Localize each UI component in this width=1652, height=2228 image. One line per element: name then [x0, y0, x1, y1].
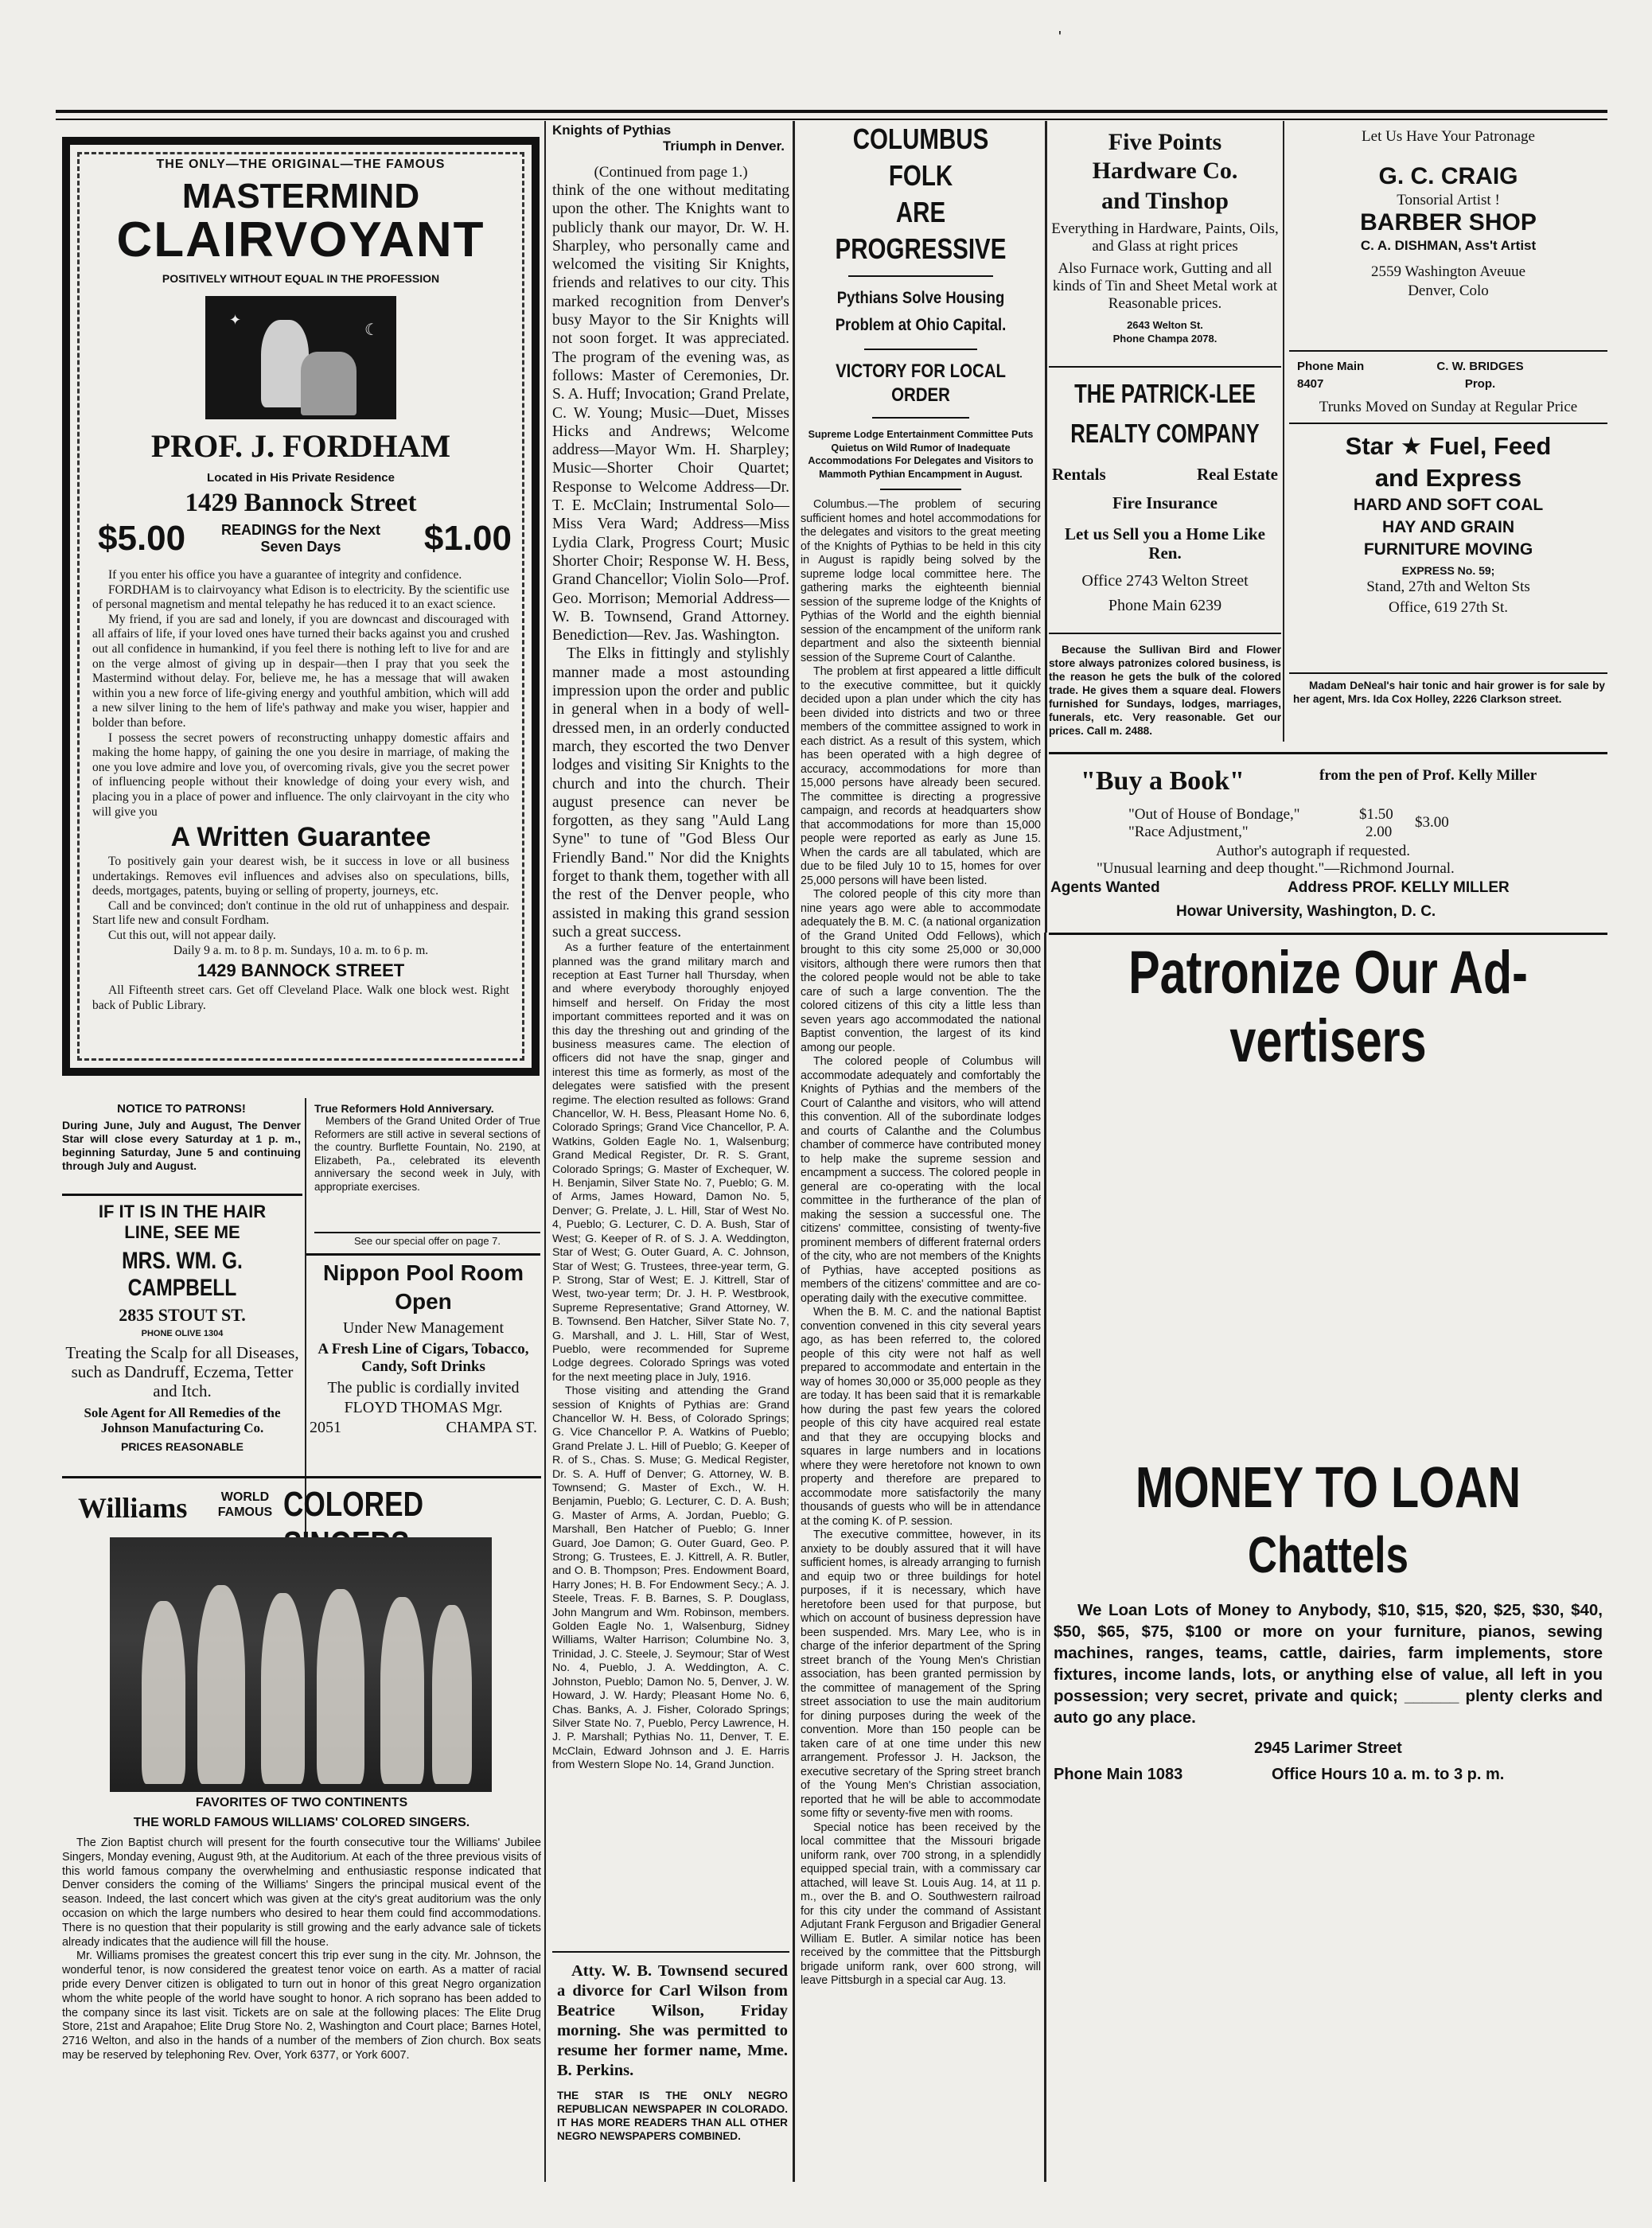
star-office: Office, 619 27th St.: [1388, 599, 1509, 616]
rule-deck-4: [880, 489, 961, 490]
clairvoyant-tagline: POSITIVELY WITHOUT EQUAL IN THE PROFESSION: [162, 272, 440, 285]
columbus-p5: When the B. M. C. and the national Baptist convention convened in this city several years ago, as has been referred to, the colored people of this city were not half as well prepared to accommodate and entertain in the way of homes 30,000 or 35,000 people as they are today. It has been said that it is remarkable how during the past few years the colored people of this city have acquired real estate and that they are occupying blocks and squares in large numbers and in locations where they were heretofore not known to own property and therefore are prepared to accommodate more satisfactorily the many thousands of guests who will be in attendance at the coming K. of P. session.: [801, 1306, 1041, 1528]
book-b1: "Out of House of Bondage,": [1128, 806, 1300, 823]
rule-star: [1289, 423, 1607, 424]
patrick-insurance: Fire Insurance: [1112, 493, 1218, 512]
hardware-title2: Hardware Co.: [1092, 158, 1238, 184]
pythias-p3: As a further feature of the entertainment planned was the grand military march and reception at East Turner hall Thursday, when and where everybody thoroughly enjoyed himself and herself. On Friday the most important committees reported and it was on this day the threshing out and grinding of the business measures came. The election of officers did not have the snap, ginger and interest this time as formerly, as most of the delegates were satisfied with the present regime. The election resulted as follows: Grand Chancellor, W. H. Bess, Pleasant Home No. 6, Colorado Springs; Grand Vice Chancellor, P. A. Watkins, Golden Eagle No. 1, Walsenburg; Grand Medical Register, Dr. R. S. Grant, Colorado Springs; G. Master of Exchequer, W. H. Benjamin, Silver State No. 7, Pueblo; G. M. of Arms, James Howard, Damon No. 5, Denver; G. Prelate, J. L. Hill, Star of West No. 4, Pueblo; G. Lecturer, C. D. A. Bush, Star of West; G. Keeper of R. of S. J. A. Weddington, Star of West; G. Outer Guard, A. C. Johnson, Star of West; G. Trustees, three-year term, G. P. Strong, Star of West; E. J. Kittrell, Star of West, two-year term; Dr. J. H. P. Westbrook, Supreme Representative; Grand Attorney, W. B. Townsend. Ben Hatcher, Silver State No. 7, G. Marshall, and J. L. Hill, Star of West, Pueblo, were recommended for Supreme Lodge degrees. Colorado Springs was voted for the next meeting place in July, 1916.: [552, 941, 789, 1384]
campbell-prices: PRICES REASONABLE: [120, 1440, 244, 1453]
craig-shop: BARBER SHOP: [1360, 209, 1537, 236]
clairvoyant-p6: Call and be convinced; don't continue in the old rut of unhappiness and despair. Start life new and consult Fordham.: [92, 898, 509, 928]
clairvoyant-p4: I possess the secret powers of reconstructing unhappy domestic affairs and making the home happy, of gaining the one you desire in marriage, of making the one you love admire and love you, of overcoming rivals, give you the secret power of influencing people without their knowledge of doing your every wish, and placing you in a place of power and influence. The only clairvoyant in the city who will give you: [92, 730, 509, 819]
hardware-title1: Five Points: [1108, 129, 1222, 155]
rule-deneal: [1289, 672, 1607, 674]
loan-hours: Office Hours 10 a. m. to 3 p. m.: [1272, 1766, 1505, 1783]
columbus-article: [801, 121, 1041, 2182]
star-l1: HARD AND SOFT COAL: [1353, 496, 1544, 514]
rule-deck: [848, 275, 993, 277]
star-trunks: Trunks Moved on Sunday at Regular Price: [1319, 399, 1578, 415]
book-address: Address PROF. KELLY MILLER: [1288, 879, 1510, 896]
campbell-address: 2835 STOUT ST.: [119, 1305, 246, 1325]
true-reformers: [314, 1102, 540, 1237]
star-title2: Fuel, Feed: [1429, 432, 1552, 460]
clairvoyant-name: PROF. J. FORDHAM: [150, 428, 451, 464]
loan-footer: [1049, 1766, 1607, 1790]
rule-nippon-top: [306, 1253, 540, 1256]
singer-figure: [317, 1589, 364, 1784]
columbus-body: [801, 498, 1041, 1988]
singer-figure: [432, 1605, 472, 1784]
star-icon: ★: [1400, 432, 1423, 460]
williams-title-a: Williams: [78, 1492, 188, 1524]
price-new: $1.00: [423, 519, 512, 558]
rule-deck-2: [864, 349, 977, 350]
craig-asst: C. A. DISHMAN, Ass't Artist: [1360, 238, 1537, 253]
hardware-phone: Phone Champa 2078.: [1112, 333, 1218, 345]
columbus-head2: ARE PROGRESSIVE: [835, 196, 1007, 265]
craig-top: Let Us Have Your Patronage: [1362, 128, 1535, 145]
rule-deck-3: [872, 417, 969, 419]
seated-figure-icon: [301, 352, 357, 415]
column-rule-3: [1045, 121, 1047, 933]
nippon-address-row: [306, 1419, 540, 1439]
singer-figure: [142, 1601, 185, 1784]
sullivan-text: Because the Sullivan Bird and Flower store always patronizes colored business, is the reason he gets the bulk of the colored trade. He gives them a square deal. Flowers furnished for Sundays, lodges, marriages, funerals, etc. Very reasonable. Get our prices. Call m. 2488.: [1049, 644, 1281, 737]
notice-title: NOTICE TO PATRONS!: [117, 1102, 246, 1116]
columbus-p7: Special notice has been received by the local committee that the Missouri brigade uniform rank, over 700 strong, in a splendidly equipped special train, with a commissary car attached, will leave St. Louis Aug. 14, at 11 p. m., over the B. and O. Southwestern railroad for this city under the command of Assistant Adjutant Frank Ferguson and Brigadier General William E. Butler. A similar notice has been received by the committee that the Pittsburgh brigade uniform rank, over 600 strong, will leave Pittsburgh in a special car Aug. 13.: [801, 1821, 1041, 1987]
star-icon: ✦: [229, 312, 242, 328]
williams-body: [62, 1837, 541, 2063]
star-fuel-ad: [1289, 398, 1607, 668]
masthead-rule-bottom: [56, 119, 1607, 120]
book-p2: 2.00: [1366, 824, 1393, 840]
williams-p2: Mr. Williams promises the greatest concert this trip ever sung in the city. Mr. Johnson, the wonderful tenor, is now considered the greatest tenor voice on earth. As a matter of racial pride every Denver citizen is obligated to turn out in honor of this great Negro organization whom the white people of the world have sought to honor. A rich soprano has been added to the company since its last visit. Tickets are on sale at the following places: The Elite Drug Store, 21st and Arapahoe; Elite Drug Store No. 2, Washington and Court place; Barnes Hotel, 2716 Welton, and also in the hands of a number of the members of Zion church. Box seats may be reserved by telephoning Rev. Over, York 6377, or York 6007.: [62, 1950, 541, 2062]
patrick-real-estate: Real Estate: [1196, 465, 1278, 484]
book-b2: "Race Adjustment,": [1128, 824, 1249, 840]
masthead-rule-top: [56, 110, 1607, 113]
nippon-street: CHAMPA ST.: [446, 1419, 537, 1436]
campbell-agent: Sole Agent for All Remedies of the Johnson Manufacturing Co.: [84, 1405, 281, 1435]
true-reformers-title: True Reformers Hold Anniversary.: [314, 1102, 494, 1115]
column-rule-4: [1283, 121, 1284, 742]
price-row: [86, 519, 516, 567]
loan-address: 2945 Larimer Street: [1254, 1739, 1402, 1757]
columbus-p2: The problem at first appeared a little difficult to the executive committee, but it quickly decided upon a plan under which the city has been divided into districts and two or three members of the committee assigned to work in each district. As a result of this system, which has been operated with a high degree of accuracy, accommodations for more than 15,000 persons have already been secured. The committee is directing a progressive campaign, and records at headquarters show that accommodations for more than 15,000 people were reported as early as June 15. When the cards are all tabulated, which are due to be filed July 10 to 15, homes for over 25,000 persons will have been listed.: [801, 665, 1041, 887]
nippon-mgmt: Under New Management: [342, 1319, 505, 1337]
columbus-p1: Columbus.—The problem of securing sufficient homes and hotel accommodations for the delegates and visitors to the great meeting of the Knights of Pythias to be held in this city in August is rapidly being solved by the supreme lodge local committee here. The gathering marks the eighteenth biennial session of the supreme lodge of the Knights of Pythias of the World and the eighth biennial session of the encampment of the uniform rank department and also the sixteenth biennial session of the Supreme Court of Calanthe.: [801, 498, 1041, 664]
star-title1: Star: [1345, 432, 1393, 460]
rule-campbell-top: [62, 1194, 302, 1196]
clairvoyant-p2: FORDHAM is to clairvoyancy what Edison is to electricity. By the scientific use of personal magnetism and mental telepathy he has reduced it to an exact science.: [92, 582, 509, 612]
book-howard: Howar University, Washington, D. C.: [1176, 903, 1436, 920]
townsend-item: [557, 1961, 788, 2081]
star-l3: FURNITURE MOVING: [1363, 540, 1533, 559]
singer-figure: [261, 1593, 305, 1784]
nippon-manager: FLOYD THOMAS Mgr.: [344, 1399, 503, 1416]
patrick-ad: [1049, 374, 1281, 629]
williams-p1: The Zion Baptist church will present for the fourth consecutive tour the Williams' Jubilee Singers, Monday evening, August 9th, at the Auditorium. At each of the three previous visits of this world famous company the overwhelming and enthusiastic response indicated that Denver considers the coming of the Williams' Singers the principal musical event of the season. Indeed, the last concert which was given at the city's great auditorium was the only occasion on which the large numbers who desired to hear them could find accommodations. There is no question that their popularity is still growing and the early advance sale of tickets already indicates that the audience will fill the house.: [62, 1837, 541, 1949]
clairvoyant-p3: My friend, if you are sad and lonely, if you are downcast and discouraged with all affairs of life, if your loved ones have turned their backs against you and crushed out all confidence in humankind, if you feel there is nothing left to live for and are on the verge almost of giving up in despair—then I pray that you seek the Mastermind without delay. For, believe me, he has a message that will awaken within you a new force of life-giving energy and youthful ambition, which will add a new silver lining to the hem of life's pathway and make you wiser, happier and bolder than before.: [92, 612, 509, 730]
pythias-head2: Triumph in Denver.: [662, 138, 785, 154]
moon-icon: ☾: [364, 321, 379, 339]
loan-ad: [1049, 1456, 1607, 1798]
clairvoyant-address: 1429 Bannock Street: [185, 489, 417, 517]
book-total: $3.00: [1415, 814, 1449, 831]
guarantee-heading: A Written Guarantee: [170, 822, 431, 853]
clairvoyant-illustration: [205, 296, 396, 419]
star-note: [557, 2089, 788, 2176]
clairvoyant-title-2: CLAIRVOYANT: [116, 212, 485, 267]
book-from: from the pen of Prof. Kelly Miller: [1319, 767, 1537, 784]
hardware-address: 2643 Welton St.: [1127, 319, 1203, 331]
loan-phone: Phone Main 1083: [1054, 1766, 1183, 1783]
campbell-ad: [62, 1202, 302, 1453]
loan-sub: Chattels: [1248, 1526, 1408, 1583]
nippon-public: The public is cordially invited: [327, 1379, 520, 1396]
columbus-deck2: VICTORY FOR LOCAL ORDER: [836, 360, 1006, 406]
rule-reformers: [314, 1232, 540, 1233]
patrick-office: Office 2743 Welton Street: [1081, 572, 1249, 590]
campbell-body: Treating the Scalp for all Diseases, such as Dandruff, Eczema, Tetter and Itch.: [65, 1343, 299, 1400]
star-express: EXPRESS No. 59;: [1401, 564, 1495, 577]
book-quote: "Unusual learning and deep thought."—Richmond Journal.: [1097, 860, 1455, 877]
nippon-ad: [306, 1259, 540, 1434]
columbus-deck1: Pythians Solve Housing Problem at Ohio Capital.: [835, 289, 1007, 334]
clairvoyant-ad: [62, 137, 540, 1076]
williams-title-c: COLORED: [283, 1485, 423, 1524]
clairvoyant-title-1: MASTERMIND: [181, 177, 420, 216]
special-offer: See our special offer on page 7.: [353, 1235, 501, 1247]
craig-city: Denver, Colo: [1408, 282, 1489, 299]
patrick-sell: Let us Sell you a Home Like Ren.: [1064, 524, 1265, 563]
williams-title-row: [62, 1482, 541, 1529]
book-title: "Buy a Book": [1081, 766, 1245, 796]
pythias-head1: Knights of Pythias: [552, 123, 672, 138]
column-rule-1: [544, 121, 546, 2182]
columbus-p4: The colored people of Columbus will accommodate adequately and comfortably the Knights of Pythias and the members of the Court of Calanthe and visitors, who will attend this convention. All of the subordinate lodges and courts of Calanthe and the Columbus chamber of commerce have contributed money to help make the supreme session and encampment a success. The colored people in general are co-operating with the local committee in the furtherance of the plan of making the session a successful one. The citizens' committee, consisting of twenty-five prominent members of different fraternal orders of the city, who are not members of the Knights of Pythias, have accepted positions as members of the citizens' committee and are co-operating daily with the executive committee.: [801, 1055, 1041, 1305]
columbus-p6: The executive committee, however, in its anxiety to be doubly assured that it will have sufficient homes, is already arranging to furnish and equip two or three buildings for hotel purposes, if it is necessary, which have heretofore been used for that purpose, but which on account of business depression have been suspended. Mrs. Mary Lee, who is in charge of the inferior department of the Spring street branch of the Young Men's Christian association, has been granted permission by the committee of management of the Spring street association to use the main auditorium for dining purposes during the week of the convention. More than 150 people can be taken care of at one time under this new arrangement. Professor J. H. Jackson, the executive secretary of the Spring street branch of the Young Men's Christian association, reported that he will be able to accommodate some fifty or seventy-five men with rooms.: [801, 1529, 1041, 1820]
photo-caption: FAVORITES OF TWO CONTINENTS: [195, 1796, 408, 1809]
rule-book-bottom: [1049, 933, 1607, 935]
loan-title: MONEY TO LOAN: [1135, 1456, 1521, 1520]
pythias-p2: The Elks in fittingly and stylishly manner made a most astounding impression upon the order and public in general when in a body of well-dressed men, in an orderly conducted march, they escorted the two Denver lodges and visiting Sir Knights to the church and into the church. Their august presence can never be forgotten, as they sang "Auld Lang Syne" to tune of "God Bless Our Friendly Band." Nor did the Knights forget to thank them, together with all the rest of the Denver people, who assisted in making this grand session such a great success.: [552, 645, 789, 941]
craig-address: 2559 Washington Aveuue: [1370, 263, 1526, 280]
clairvoyant-directions: All Fifteenth street cars. Get off Cleveland Place. Walk one block west. Right back of Public Library.: [92, 984, 509, 1012]
rule-williams-top: [62, 1476, 541, 1478]
readings-label: READINGS for the Next Seven Days: [220, 522, 381, 555]
column-rule-2: [793, 121, 795, 2182]
page-mark: ': [1058, 29, 1062, 46]
singers-photo: [110, 1537, 492, 1792]
rule-townsend: [552, 1951, 789, 1953]
patronize-l2: vertisers: [1229, 1007, 1427, 1075]
deneal-note: [1293, 679, 1605, 742]
patrick-phone: Phone Main 6239: [1108, 597, 1222, 614]
patrick-rentals: Rentals: [1052, 465, 1106, 484]
campbell-line1: IF IT IS IN THE HAIR LINE, SEE ME: [98, 1202, 267, 1242]
star-l2: HAY AND GRAIN: [1381, 518, 1515, 536]
book-p1: $1.50: [1359, 806, 1393, 823]
pythias-p1: think of the one without meditating upon the other. The Knights want to publicly thank our mayor, Dr. W. H. Sharpley, who personally came and welcomed the visiting Sir Knights, friends and relatives to our city. This marked recognition from Denver's busy Mayor to the Sir Knights will not soon forget. It was appreciated. The program of the evening was, as follows: Master of Ceremonies, Dr. S. A. Huff; Invocation; Grand Prelate, C. W. Young; Music—Duet, Misses Hicks and Andrews; Welcome address—Mayor Wm. H. Sharpley; Music—Shorter Choir Quartet; Response to Welcome Address—Dr. T. E. McClain; Instrumental Solo—Miss Vera Ward; Address—Miss Lydia Clark, Progress Court; Music Shorter Choir; Response W. H. Bess, Grand Chancellor; Violin Solo—Prof. Geo. Morrison; Memorial Address—W. B. Townsend, Grand Attorney. Benediction—Rev. Jas. Washington.: [552, 182, 789, 645]
campbell-name: MRS. WM. G. CAMPBELL: [122, 1248, 243, 1301]
nippon-title: Nippon Pool Room Open: [323, 1260, 524, 1314]
star-title3: and Express: [1374, 464, 1522, 492]
hardware-body1: Everything in Hardware, Paints, Oils, and Glass at right prices: [1051, 220, 1279, 255]
book-ad: [1049, 760, 1607, 935]
notice-body: During June, July and August, The Denver Star will close every Saturday at 1 p. m., beginning Saturday, June 5 and continuing through July and August.: [62, 1119, 301, 1172]
hardware-title3: and Tinshop: [1101, 188, 1229, 214]
williams-title-b: WORLD FAMOUS: [217, 1490, 273, 1519]
rule-patrick: [1049, 366, 1281, 368]
singer-figure: [380, 1597, 424, 1784]
rule-sullivan: [1049, 633, 1281, 634]
photo-subcaption: THE WORLD FAMOUS WILLIAMS' COLORED SINGERS.: [133, 1816, 470, 1829]
townsend-body: Atty. W. B. Townsend secured a divorce for Carl Wilson from Beatrice Wilson, Friday morning. She was permitted to resume her former name, Mme. B. Perkins.: [557, 1962, 788, 2079]
patronize-ad: [1049, 939, 1607, 1098]
patronize-l1: Patronize Our Ad-: [1128, 939, 1528, 1007]
hardware-ad: [1049, 123, 1281, 362]
clairvoyant-located: Located in His Private Residence: [207, 471, 395, 485]
columbus-p3: The colored people of this city more than nine years ago were able to accommodate adequately the B. M. C. (a national organization of the Grand United Odd Fellows), which brought to this city some 25,000 or 30,000 visitors, although there were rumors then that the colored people would not be able to take care of such a large convention. The the colored citizens of this city a little less than seven years ago accommodated the national Baptist convention, the largest of its kind among our people.: [801, 888, 1042, 1054]
pythias-continued: (Continued from page 1.): [594, 164, 748, 181]
craig-phone-row: [1297, 355, 1607, 395]
clairvoyant-p5: To positively gain your dearest wish, be it success in love or all business undertakings. Removes evil influences and advises also on speculations, bills, deeds, mortgages, patents, buying or selling of property, journeys, etc.: [92, 855, 509, 898]
singer-figure: [197, 1585, 245, 1784]
hardware-body2: Also Furnace work, Gutting and all kinds of Tin and Sheet Metal work at Reasonable prices.: [1052, 260, 1278, 312]
star-note-text: THE STAR IS THE ONLY NEGRO REPUBLICAN NEWSPAPER IN COLORADO. IT HAS MORE READERS THAN ALL OTHER NEGRO NEWSPAPERS COMBINED.: [557, 2090, 788, 2142]
patrick-row: [1049, 465, 1281, 489]
true-reformers-body: Members of the Grand United Order of True Reformers are still active in several sections of the country. Burflette Fountain, No. 2190, at Elizabeth, Pa., celebrated its eleventh anniversary the second week in July, with appropriate exercises.: [314, 1115, 540, 1193]
columbus-deck3: Supreme Lodge Entertainment Committee Puts Quietus on Wild Rumor of Inadequate Accommodations For Delegates and Visitors to Mammoth Pythian Encampment in August.: [808, 429, 1034, 480]
clairvoyant-hours: Daily 9 a. m. to 8 p. m. Sundays, 10 a. m. to 6 p. m.: [173, 943, 429, 957]
deneal-text: Madam DeNeal's hair tonic and hair grower is for sale by her agent, Mrs. Ida Cox Holley, 2226 Clarkson street.: [1293, 680, 1605, 705]
pythias-article: [552, 121, 789, 1951]
rule-book-top: [1049, 752, 1607, 754]
nippon-line: A Fresh Line of Cigars, Tobacco, Candy, Soft Drinks: [318, 1341, 529, 1375]
craig-name: G. C. CRAIG: [1378, 163, 1518, 189]
book-agents: Agents Wanted: [1050, 879, 1160, 896]
loan-body: We Loan Lots of Money to Anybody, $10, $15, $20, $25, $30, $40, $50, $65, $75, $100 or more on your furniture, pianos, sewing machines, ranges, teams, cattle, dairies, farm implements, store fixtures, income lands, lots, or anything else of value, all left in you possession; very secret, private and quick; ______ plenty clerks and auto go any place.: [1054, 1601, 1603, 1727]
book-autograph: Author's autograph if requested.: [1216, 843, 1411, 859]
craig-phone: Phone Main 8407: [1297, 360, 1365, 391]
craig-role: Tonsorial Artist !: [1397, 192, 1500, 208]
rule-patronize-right: [1044, 933, 1046, 2182]
columbus-head1: COLUMBUS FOLK: [852, 123, 989, 192]
nippon-number: 2051: [310, 1419, 341, 1436]
star-title-row: [1289, 430, 1607, 462]
campbell-phone: PHONE OLIVE 1304: [141, 1329, 224, 1338]
pythias-p4: Those visiting and attending the Grand session of Knights of Pythias are: Grand Chancellor W. H. Bess, of Colorado Springs; G. Vice Chancellor P. A. Watkins of Pueblo; Grand Prelate J. L. Hill of Pueblo; G. Keeper of R. of S., Chas. S. Muse; G. Medical Register, Dr. S. A. Huff of Denver; G. Attorney, W. B. Townsend; G. Master of Exch., W. H. Benjamin, Pueblo; G. Lecturer, C. D. A. Bush; G. Master of Arms, A. Jordan, Pueblo; G. Marshall, Ben Hatcher of Pueblo; G. Inner Guard, Joe Damon; G. Outer Guard, Geo. P. Strong; G. Trustees, E. J. Kittrell, A. R. Butler, and O. B. Thompson; Pres. Endowment Board, Harry Jones; H. B. For Endowment Secy.; A. J. Steele, Treas. F. B. Barnes, S. P. Douglass, John Mangrum and Wm. Robinson, members. Golden Eagle No. 1, Walsenburg, Sidney Williams, Walter Harrison; Columbine No. 3, Trinidad, J. C. Steele, J. Seymour; Star of West No. 4, Pueblo, J. A. Weddington, A. C. Johnston, Pueblo; Damon No. 5, Denver, J. W. Howard, J. W. Hardy; Pleasant Home No. 6, Chas. Banks, A. J. Fisher, Colorado Springs; Silver State No. 7, Pueblo, Percy Lawrence, H. J. P. Marshall; Pythias No. 11, Denver, T. E. McClain, Edward Johnson and J. E. Harris from Western Slope No. 14, Grand Junction.: [552, 1385, 789, 1772]
notice-to-patrons: [62, 1102, 301, 1186]
clairvoyant-kicker: THE ONLY—THE ORIGINAL—THE FAMOUS: [156, 158, 446, 171]
rule-craig: [1289, 350, 1607, 352]
clairvoyant-address-caps: 1429 BANNOCK STREET: [197, 960, 405, 981]
clairvoyant-p7: Cut this out, will not appear daily.: [108, 929, 276, 943]
price-old: $5.00: [98, 519, 186, 558]
craig-prop: C. W. BRIDGES Prop.: [1436, 360, 1524, 391]
clairvoyant-p1: If you enter his office you have a guarantee of integrity and confidence.: [108, 568, 462, 582]
sullivan-note: [1049, 643, 1281, 746]
craig-ad: [1289, 123, 1607, 354]
clairvoyant-body: [92, 568, 509, 1013]
patrick-title: THE PATRICK-LEE REALTY COMPANY: [1070, 379, 1260, 448]
star-stand: Stand, 27th and Welton Sts: [1366, 578, 1530, 595]
williams-singers: [62, 1482, 541, 2182]
